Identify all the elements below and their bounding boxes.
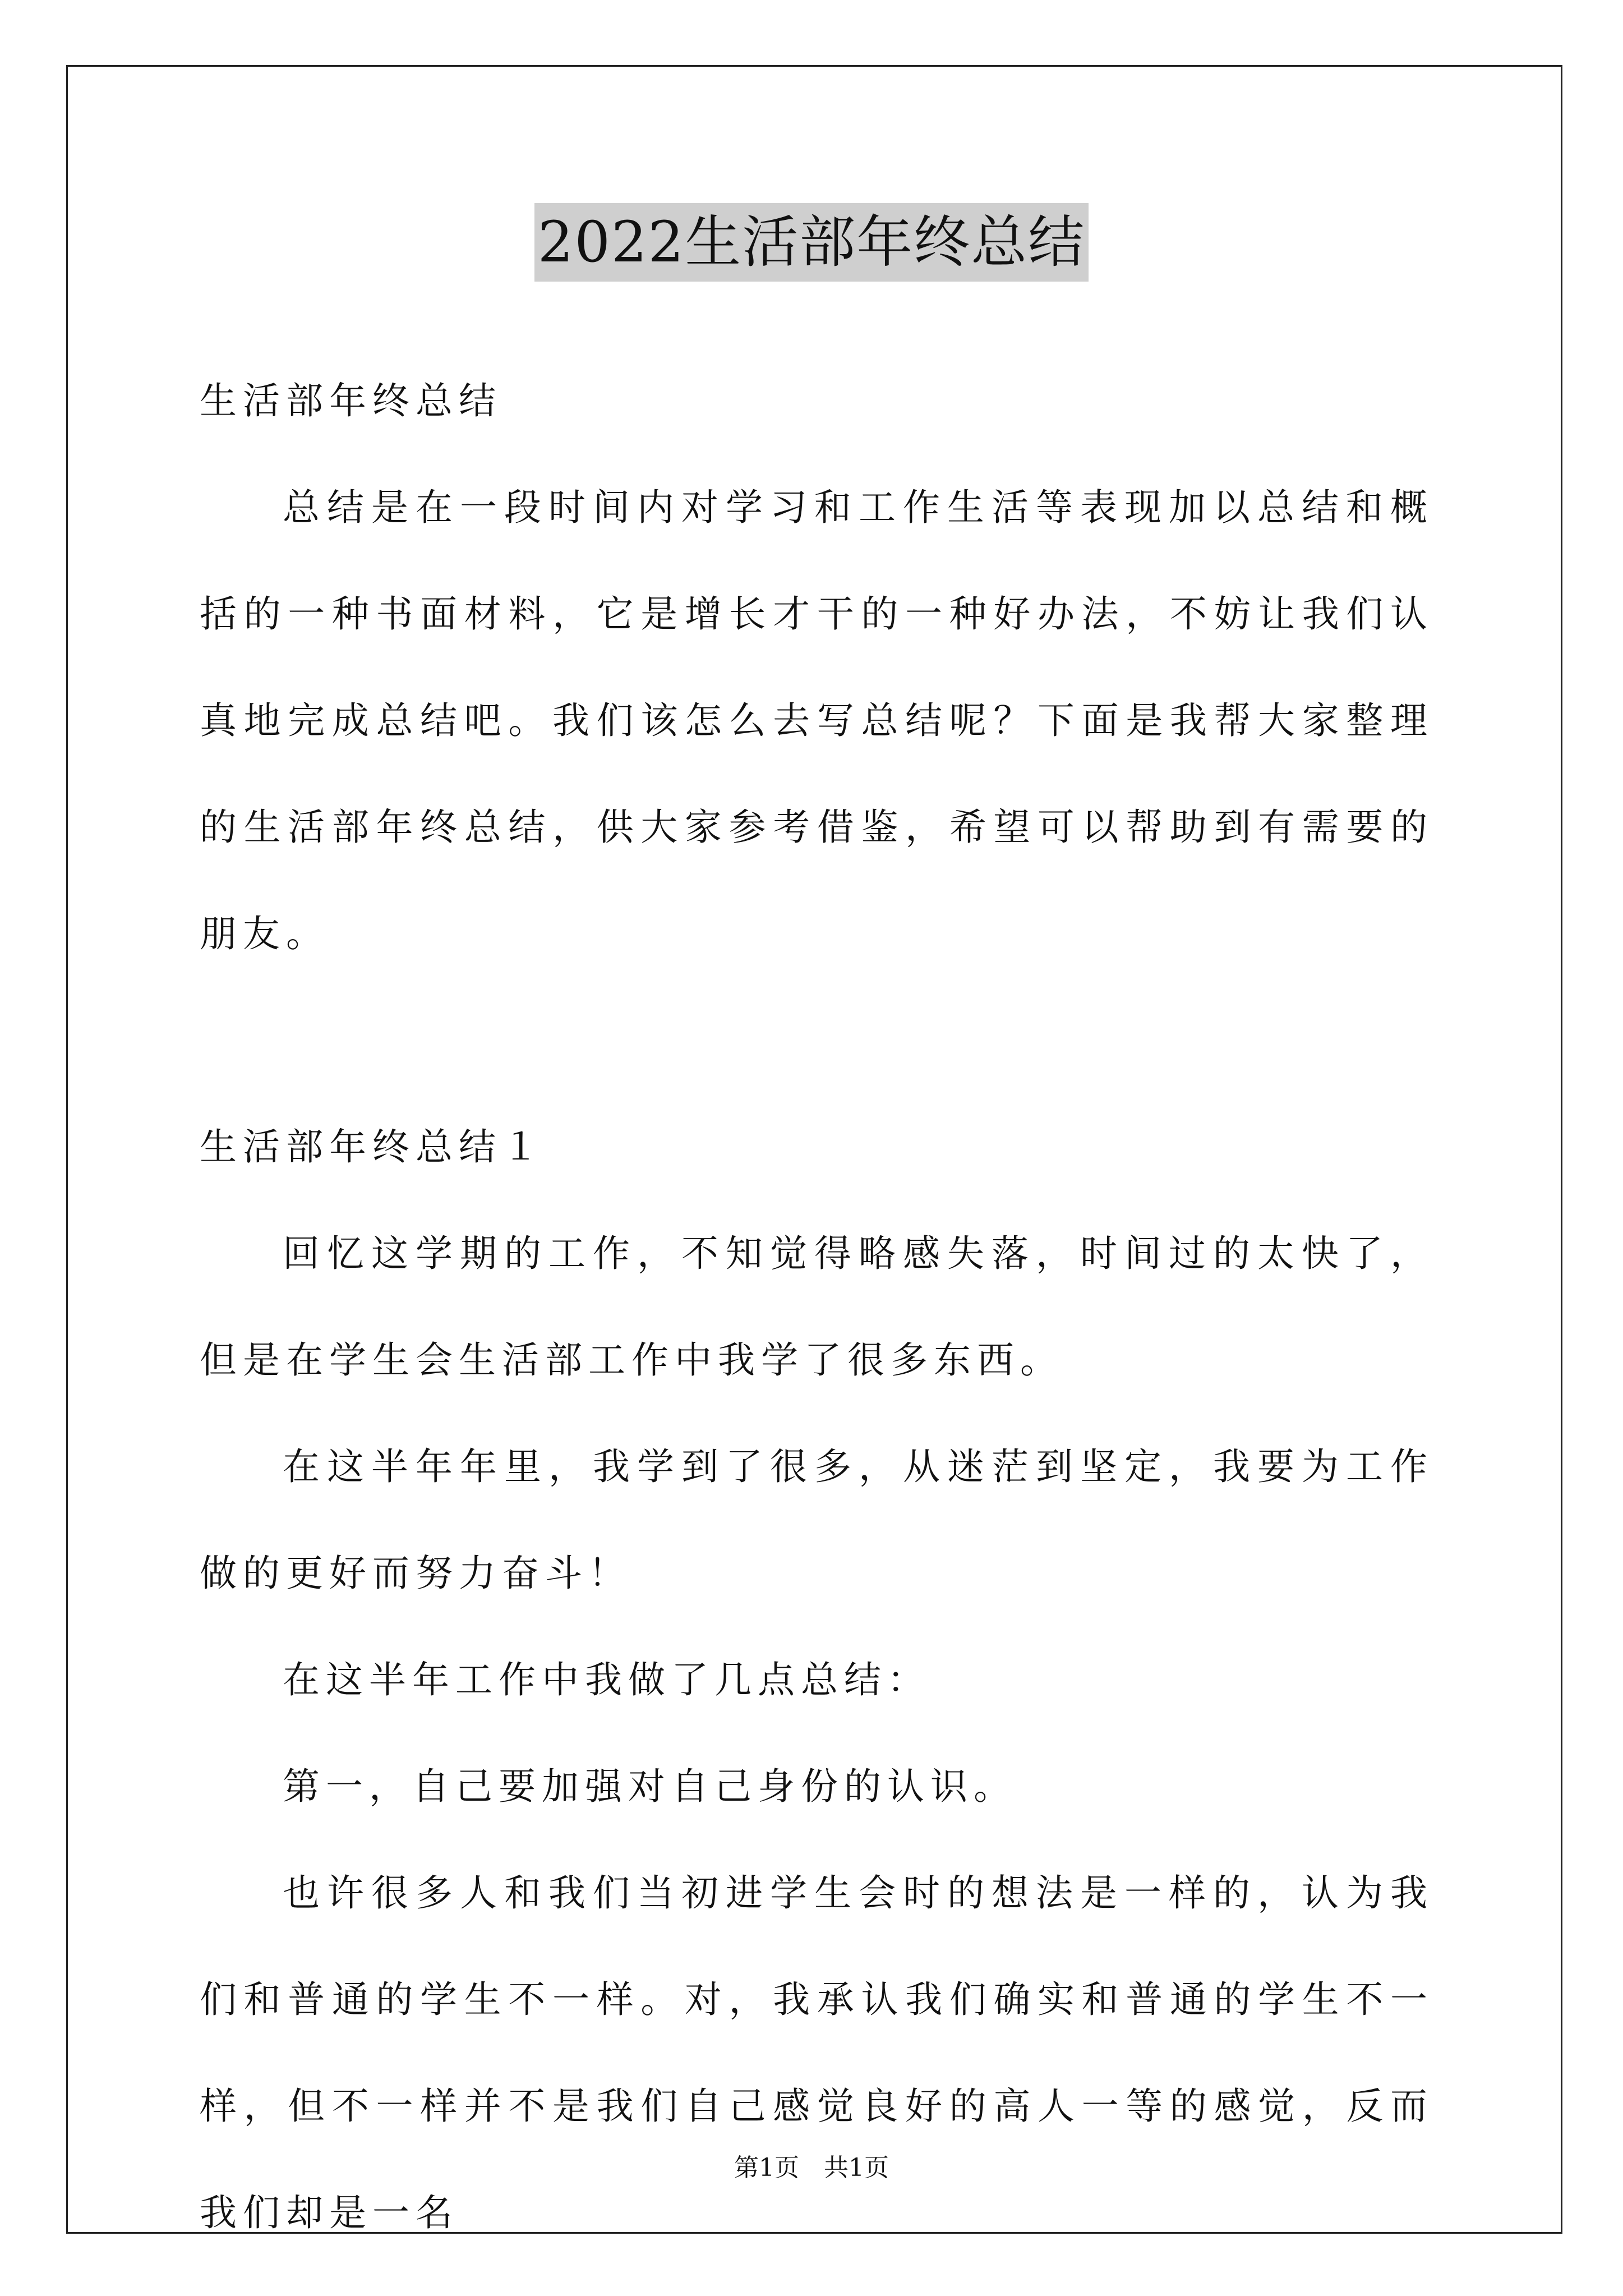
- document-body: [200, 348, 1433, 2266]
- body-paragraph: 也许很多人和我们当初进学生会时的想法是一样的，认为我们和普通的学生不一样。对，我承认我们确实和普通的学生不一样，但不一样并不是我们自己感觉良好的高人一等的感觉，反而我们却是一名: [200, 1871, 1433, 2234]
- section-heading: 生活部年终总结１: [200, 1125, 545, 1168]
- section-heading: 生活部年终总结: [200, 379, 502, 422]
- body-paragraph: 在这半年工作中我做了几点总结：: [283, 1658, 930, 1701]
- body-paragraph: 在这半年年里，我学到了很多，从迷茫到坚定，我要为工作做的更好而努力奋斗！: [200, 1445, 1433, 1595]
- body-paragraph: 回忆这学期的工作，不知觉得略感失落，时间过的太快了，但是在学生会生活部工作中我学了很多东西。: [200, 1232, 1433, 1382]
- body-paragraph: 第一，自己要加强对自己身份的认识。: [283, 1765, 1017, 1808]
- intro-paragraph: 总结是在一段时间内对学习和工作生活等表现加以总结和概括的一种书面材料，它是增长才干的一种好办法，不妨让我们认真地完成总结吧。我们该怎么去写总结呢？下面是我帮大家整理的生活部年终总结，供大家参考借鉴，希望可以帮助到有需要的朋友。: [200, 486, 1433, 955]
- page-number-footer: 第1页 共1页: [734, 2154, 889, 2182]
- document-title: 2022生活部年终总结: [534, 203, 1089, 282]
- title-container: [0, 203, 1623, 282]
